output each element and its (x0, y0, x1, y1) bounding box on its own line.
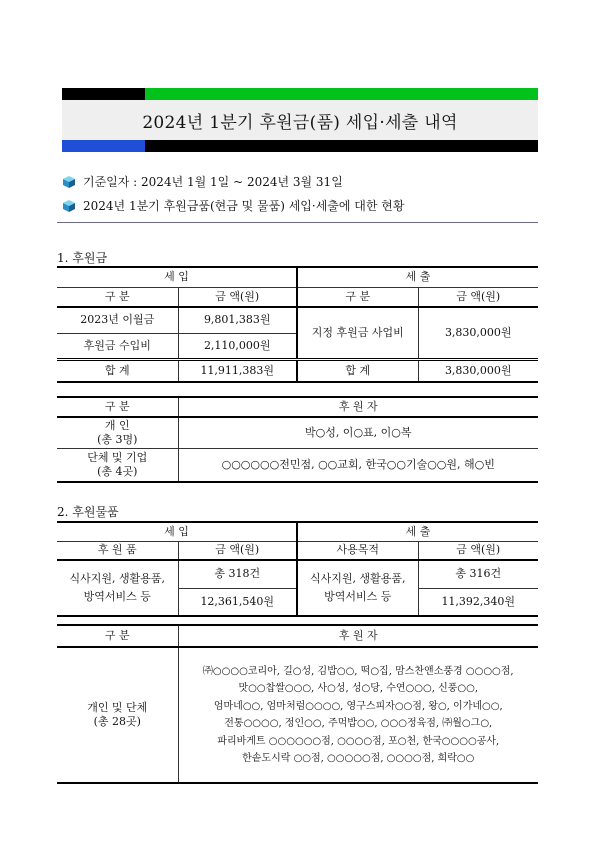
col-gubun: 구 분 (57, 397, 178, 417)
income-count: 총 318건 (178, 560, 297, 588)
income-amount: 2,110,000원 (178, 333, 297, 359)
income-header: 세 입 (57, 522, 297, 541)
col-amount: 금 액(원) (418, 541, 538, 560)
total-label: 합 계 (57, 359, 178, 382)
donor-names-line: 전통○○○○, 정인○○, 주먹밥○○, ○○○정육점, ㈜월○그○, (224, 718, 493, 729)
bullet-summary (62, 197, 405, 214)
donation-goods-table (57, 521, 538, 617)
income-amount: 12,361,540원 (178, 588, 297, 616)
cube-icon (62, 199, 76, 213)
income-item-cell (57, 560, 178, 616)
col-gubun: 구 분 (57, 287, 178, 307)
group-count: (총 4곳) (97, 464, 138, 478)
total-label: 합 계 (297, 359, 418, 382)
page-title: 2024년 1분기 후원금(품) 세입·세출 내역 (62, 100, 538, 140)
cube-icon (62, 175, 76, 189)
donor-names-line: 엄마네○○, 엄마처럼○○○○, 영구스피자○○점, 왕○, 이가네○○, (213, 700, 503, 712)
income-item-line1: 식사지원, 생활용품, (69, 572, 165, 586)
donor-count: (총 28곳) (93, 715, 141, 728)
expense-item-line2: 방역서비스 등 (324, 590, 392, 603)
carryover-amount: 9,801,383원 (178, 307, 297, 333)
total-income: 11,911,383원 (178, 359, 297, 382)
summary-text: 2024년 1분기 후원금품(현금 및 물품) 세입·세출에 대한 현황 (83, 199, 405, 213)
col-amount: 금 액(원) (418, 287, 538, 307)
donor-names-line: 파리바게트 ○○○○○○점, ○○○○점, 포○천, 한국○○○○공사, (217, 735, 500, 747)
bullet-reference-date (62, 173, 343, 190)
section2-heading: 2. 후원물품 (57, 505, 119, 519)
expense-amount: 3,830,000원 (418, 307, 538, 359)
col-donor: 후 원 자 (178, 625, 538, 647)
group-cell (57, 448, 178, 482)
group-names: ○○○○○○전민점, ○○교회, 한국○○기술○○원, 해○빈 (178, 448, 538, 482)
expense-header: 세 출 (297, 267, 538, 287)
donor-label-cell (57, 647, 178, 783)
individual-cell (57, 417, 178, 448)
title-bar-top (62, 88, 538, 100)
donor-goods-table (57, 624, 538, 784)
col-donor: 후 원 자 (178, 397, 538, 417)
separator-line (57, 222, 538, 223)
reference-date-text: 기준일자 : 2024년 1월 1일 ~ 2024년 3월 31일 (83, 175, 343, 189)
expense-item-cell (297, 560, 418, 616)
income-header: 세 입 (57, 267, 297, 287)
individual-count: (총 3명) (97, 432, 138, 446)
donor-money-table (57, 396, 538, 483)
individual-label: 개 인 (104, 419, 130, 432)
donor-names-line: ㈜○○○○코리아, 길○성, 김밥○○, 떡○집, 맘스찬앤소풍경 ○○○○점, (202, 665, 514, 677)
title-bar-bottom (62, 140, 538, 152)
col-purpose: 사용목적 (297, 541, 418, 560)
col-amount: 금 액(원) (178, 541, 297, 560)
col-amount: 금 액(원) (178, 287, 297, 307)
donor-label: 개인 및 단체 (87, 701, 148, 715)
carryover-label: 2023년 이월금 (57, 307, 178, 333)
col-gubun: 구 분 (297, 287, 418, 307)
expense-item-line1: 식사지원, 생활용품, (310, 572, 406, 586)
expense-label: 지정 후원금 사업비 (297, 307, 418, 359)
section1-heading: 1. 후원금 (57, 251, 108, 265)
col-item: 후 원 품 (57, 541, 178, 560)
group-label: 단체 및 기업 (87, 451, 148, 464)
income-label: 후원금 수입비 (57, 333, 178, 359)
donor-names-line: 한솥도시락 ○○점, ○○○○○점, ○○○○점, 희락○○ (242, 753, 475, 764)
donor-names-cell (178, 647, 538, 783)
expense-amount: 11,392,340원 (418, 588, 538, 616)
col-gubun: 구 분 (57, 625, 178, 647)
individual-names: 박○성, 이○표, 이○복 (178, 417, 538, 448)
donor-names-line: 맛○○찹쌀○○○, 사○성, 성○당, 수연○○○, 신풍○○, (238, 683, 479, 694)
donation-money-table (57, 266, 538, 383)
expense-count: 총 316건 (418, 560, 538, 588)
title-banner (62, 88, 538, 152)
expense-header: 세 출 (297, 522, 538, 541)
income-item-line2: 방역서비스 등 (83, 590, 151, 603)
total-expense: 3,830,000원 (418, 359, 538, 382)
